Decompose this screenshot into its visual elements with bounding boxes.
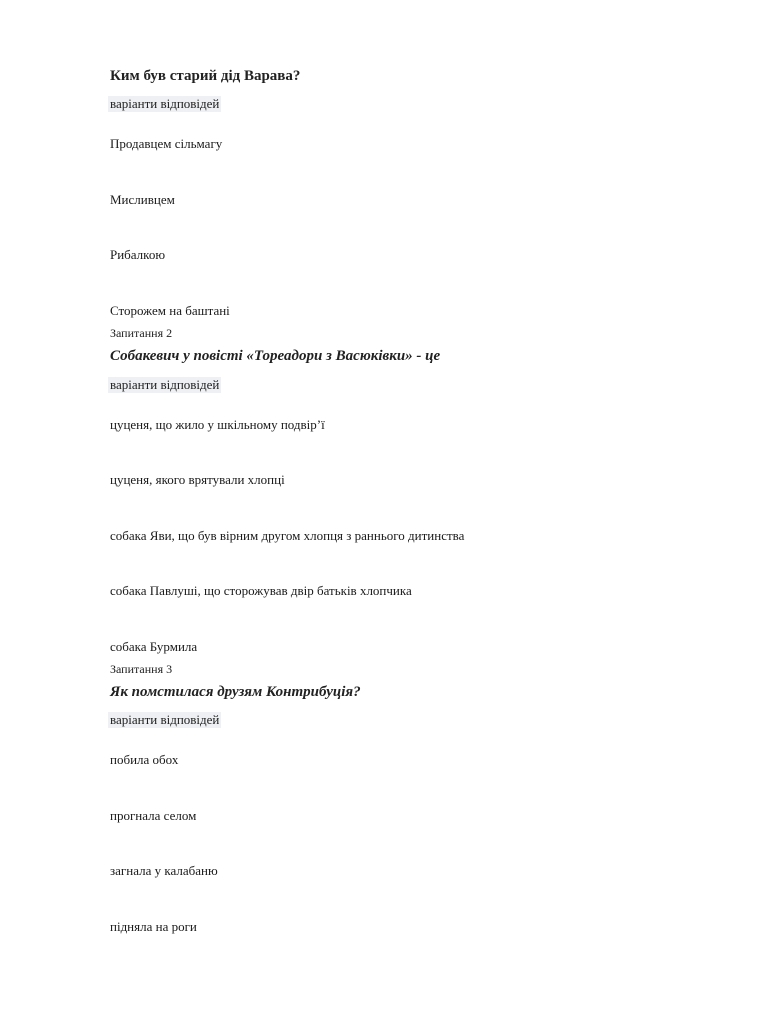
question-2-number: Запитання 2 bbox=[110, 326, 173, 340]
question-3-number: Запитання 3 bbox=[110, 662, 173, 676]
question-2-answers-label: варіанти відповідей bbox=[110, 377, 220, 392]
question-2-option-1[interactable]: цуценя, що жило у шкільному подвір’ї bbox=[110, 417, 325, 432]
question-1-option-1[interactable]: Продавцем сільмагу bbox=[110, 136, 223, 151]
question-3-option-2[interactable]: прогнала селом bbox=[110, 808, 197, 823]
question-1-option-4[interactable]: Сторожем на баштані bbox=[110, 303, 230, 318]
question-1-answers-label: варіанти відповідей bbox=[110, 96, 220, 111]
question-2-option-4[interactable]: собака Павлуші, що сторожував двір батьків хлопчика bbox=[110, 583, 412, 598]
question-2-option-5[interactable]: собака Бурмила bbox=[110, 639, 198, 654]
question-2-option-2[interactable]: цуценя, якого врятували хлопці bbox=[110, 472, 285, 487]
question-2-option-3[interactable]: собака Яви, що був вірним другом хлопця з раннього дитинства bbox=[110, 528, 465, 543]
question-3-title: Як помстилася друзям Контрибуція? bbox=[110, 684, 361, 700]
question-2-title: Собакевич у повісті «Тореадори з Васюківки» - це bbox=[110, 348, 441, 364]
question-3-option-4[interactable]: підняла на роги bbox=[110, 919, 197, 934]
question-1-option-2[interactable]: Мисливцем bbox=[110, 192, 175, 207]
question-3-answers-label: варіанти відповідей bbox=[110, 712, 220, 727]
question-3-option-3[interactable]: загнала у калабаню bbox=[110, 863, 218, 878]
question-1-option-3[interactable]: Рибалкою bbox=[110, 247, 166, 262]
question-1-title: Ким був старий дід Варава? bbox=[110, 68, 301, 84]
question-3-option-1[interactable]: побила обох bbox=[110, 752, 179, 767]
